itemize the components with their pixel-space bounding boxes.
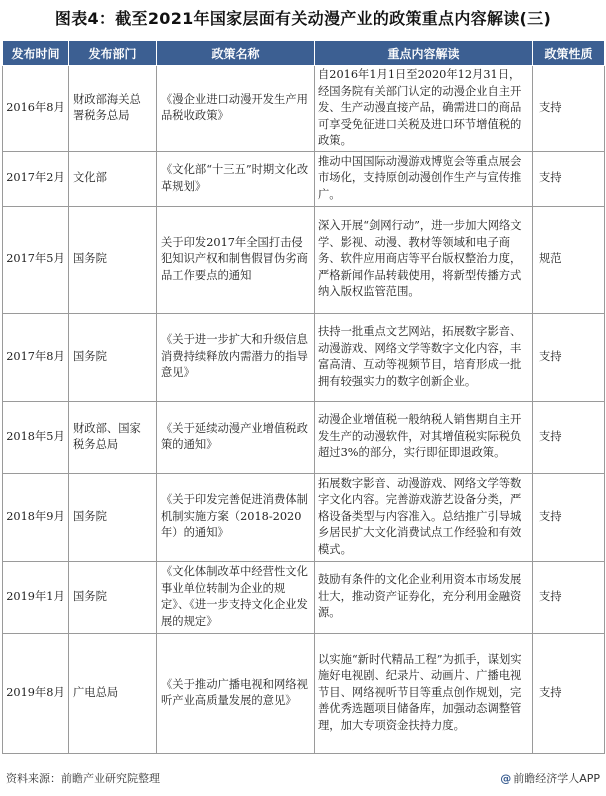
cell-policy: 《漫企业进口动漫开发生产用品税收政策》 xyxy=(157,66,315,152)
cell-nature: 支持 xyxy=(533,66,605,152)
table-row xyxy=(3,66,605,152)
table-header-row xyxy=(3,41,605,66)
cell-date: 2016年8月 xyxy=(3,66,69,152)
cell-date: 2018年9月 xyxy=(3,473,69,561)
cell-content: 推动中国国际动漫游戏博览会等重点展会市场化，支持原创动漫创作生产与宣传推广。 xyxy=(315,151,533,206)
header-content: 重点内容解读 xyxy=(315,41,533,66)
cell-policy: 《文化体制改革中经营性文化事业单位转制为企业的规定》、《进一步支持文化企业发展的规定》 xyxy=(157,561,315,633)
table-row xyxy=(3,633,605,753)
cell-date: 2019年1月 xyxy=(3,561,69,633)
table-row xyxy=(3,473,605,561)
cell-nature: 支持 xyxy=(533,561,605,633)
cell-date: 2018年5月 xyxy=(3,401,69,473)
cell-dept: 国务院 xyxy=(69,473,157,561)
cell-policy: 《关于印发完善促进消费体制机制实施方案（2018-2020年）的通知》 xyxy=(157,473,315,561)
cell-nature: 支持 xyxy=(533,151,605,206)
footer xyxy=(4,770,602,788)
cell-content: 拓展数字影音、动漫游戏、网络文学等数字文化内容。完善游戏游艺设备分类，严格设备类型与内容准入。总结推广引导城乡居民扩大文化消费试点工作经验和有效模式。 xyxy=(315,473,533,561)
page-title: 图表4：截至2021年国家层面有关动漫产业的政策重点内容解读(三) xyxy=(54,9,552,28)
brand-credit xyxy=(500,770,600,786)
brand-logo-icon: @ xyxy=(500,772,512,785)
table-row xyxy=(3,561,605,633)
cell-content: 动漫企业增值税一般纳税人销售期自主开发生产的动漫软件，对其增值税实际税负超过3%的部分，实行即征即退政策。 xyxy=(315,401,533,473)
cell-dept: 广电总局 xyxy=(69,633,157,753)
brand-name: 前瞻经济学人APP xyxy=(513,772,600,785)
cell-date: 2017年8月 xyxy=(3,313,69,401)
header-nature: 政策性质 xyxy=(533,41,605,66)
cell-nature: 支持 xyxy=(533,633,605,753)
cell-dept: 财政部、国家税务总局 xyxy=(69,401,157,473)
cell-dept: 财政部海关总署税务总局 xyxy=(69,66,157,152)
header-dept: 发布部门 xyxy=(69,41,157,66)
cell-date: 2017年5月 xyxy=(3,206,69,313)
table-row xyxy=(3,401,605,473)
cell-dept: 国务院 xyxy=(69,561,157,633)
cell-date: 2017年2月 xyxy=(3,151,69,206)
cell-content: 深入开展“剑网行动”，进一步加大网络文学、影视、动漫、教材等领域和电子商务、软件应用商店等平台版权整治力度，严格新闻作品转载使用，将新型传播方式纳入版权监管范围。 xyxy=(315,206,533,313)
cell-policy: 《文化部“十三五”时期文化改革规划》 xyxy=(157,151,315,206)
cell-dept: 国务院 xyxy=(69,313,157,401)
cell-policy: 关于印发2017年全国打击侵犯知识产权和制售假冒伪劣商品工作要点的通知 xyxy=(157,206,315,313)
cell-content: 鼓励有条件的文化企业利用资本市场发展壮大，推动资产证券化，充分利用金融资源。 xyxy=(315,561,533,633)
table-row xyxy=(3,313,605,401)
cell-nature: 支持 xyxy=(533,473,605,561)
cell-policy: 《关于推动广播电视和网络视听产业高质量发展的意见》 xyxy=(157,633,315,753)
cell-policy: 《关于延续动漫产业增值税政策的通知》 xyxy=(157,401,315,473)
cell-dept: 文化部 xyxy=(69,151,157,206)
header-date: 发布时间 xyxy=(3,41,69,66)
cell-content: 扶持一批重点文艺网站，拓展数字影音、动漫游戏、网络文学等数字文化内容，丰富高清、互动等视频节目，培育形成一批拥有较强实力的数字创新企业。 xyxy=(315,313,533,401)
header-policy: 政策名称 xyxy=(157,41,315,66)
cell-nature: 支持 xyxy=(533,401,605,473)
policy-table xyxy=(2,40,605,754)
cell-content: 自2016年1月1日至2020年12月31日，经国务院有关部门认定的动漫企业自主开发、生产动漫直接产品，确需进口的商品可享受免征进口关税及进口环节增值税的政策。 xyxy=(315,66,533,152)
cell-dept: 国务院 xyxy=(69,206,157,313)
cell-nature: 支持 xyxy=(533,313,605,401)
cell-policy: 《关于进一步扩大和升级信息消费持续释放内需潜力的指导意见》 xyxy=(157,313,315,401)
source-note: 资料来源：前瞻产业研究院整理 xyxy=(6,772,160,785)
cell-date: 2019年8月 xyxy=(3,633,69,753)
table-row xyxy=(3,151,605,206)
cell-nature: 规范 xyxy=(533,206,605,313)
table-row xyxy=(3,206,605,313)
cell-content: 以实施“新时代精品工程”为抓手，谋划实施好电视剧、纪录片、动画片、广播电视节目、网络视听节目等重点创作规划，完善优秀选题项目储备库，加强动态调整管理，加大专项资金扶持力度。 xyxy=(315,633,533,753)
